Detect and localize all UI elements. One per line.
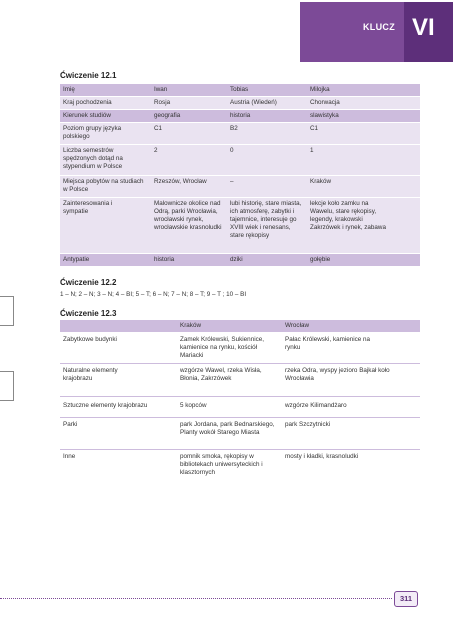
table-row: Imię Iwan Tobias Milojka: [60, 84, 420, 96]
table-row: Parki park Jordana, park Bednarskiego, Planty wokół Starego Miasta park Szczytnicki: [60, 418, 420, 450]
side-tab-mark: [0, 371, 14, 401]
table-row: Zabytkowe budynki Zamek Królewski, Sukiennice, kamienice na rynku, kościół Mariacki Pałac Królewski, kamienice na rynku: [60, 333, 420, 364]
footer-dotted-line: [0, 598, 392, 599]
table-header-row: [60, 320, 420, 332]
page-number: 311: [394, 591, 418, 607]
table-row: Naturalne elementy krajobrazu wzgórze Wawel, rzeka Wisła, Błonia, Zakrzówek rzeka Odra, wyspy jezioro Bajkał koło Wrocławia: [60, 364, 420, 397]
table-row: Antypatie historia dziki gołębie: [60, 254, 420, 266]
section-label: KLUCZ: [363, 22, 395, 32]
table-row: Miejsca pobytów na studiach w Polsce Rzeszów, Wrocław – Kraków: [60, 176, 420, 197]
table-row: Inne pomnik smoka, rękopisy w bibliotekach uniwersyteckich i klasztornych mosty i kładki, krasnoludki: [63, 453, 359, 476]
column-header-krakow: Kraków: [180, 322, 201, 329]
column-header-wroclaw: Wrocław: [285, 322, 310, 329]
table-row: Kraj pochodzenia Rosja Austria (Wiedeń) Chorwacja: [60, 97, 420, 109]
side-tab-mark: [0, 296, 14, 326]
table-row: Kierunek studiów geografia historia slawistyka: [60, 110, 420, 122]
exercise-12-3-title: Ćwiczenie 12.3: [60, 309, 117, 318]
table-row: Liczba semestrów spędzonych dotąd na stypendium w Polsce 2 0 1: [60, 145, 420, 175]
chapter-number: VI: [412, 14, 435, 41]
exercise-12-2-answers: 1 – N; 2 – N; 3 – N; 4 – BI; 5 – T; 6 – N; 7 – N; 8 – T; 9 – T ; 10 – BI: [60, 291, 247, 298]
exercise-12-1-title: Ćwiczenie 12.1: [60, 71, 117, 80]
table-row: Zainteresowania i sympatie Malownicze okolice nad Odrą, parki Wrocławia, wrocławski rynek, wrocławskie krasnoludki lubi historię, stare miasta, ich atmosferę, zabytki i tajemnice, interesuje go XVIII wiek i renesans, stare rękopisy lekcje koło zamku na Wawelu, stare rękopisy, legendy, krakowski Zakrzówek i rynek, zabawa: [60, 198, 420, 253]
table-row: Sztuczne elementy krajobrazu 5 kopców wzgórze Kilimandżaro: [60, 397, 420, 418]
exercise-12-2-title: Ćwiczenie 12.2: [60, 278, 117, 287]
table-row: Poziom grupy języka polskiego C1 B2 C1: [60, 123, 420, 144]
